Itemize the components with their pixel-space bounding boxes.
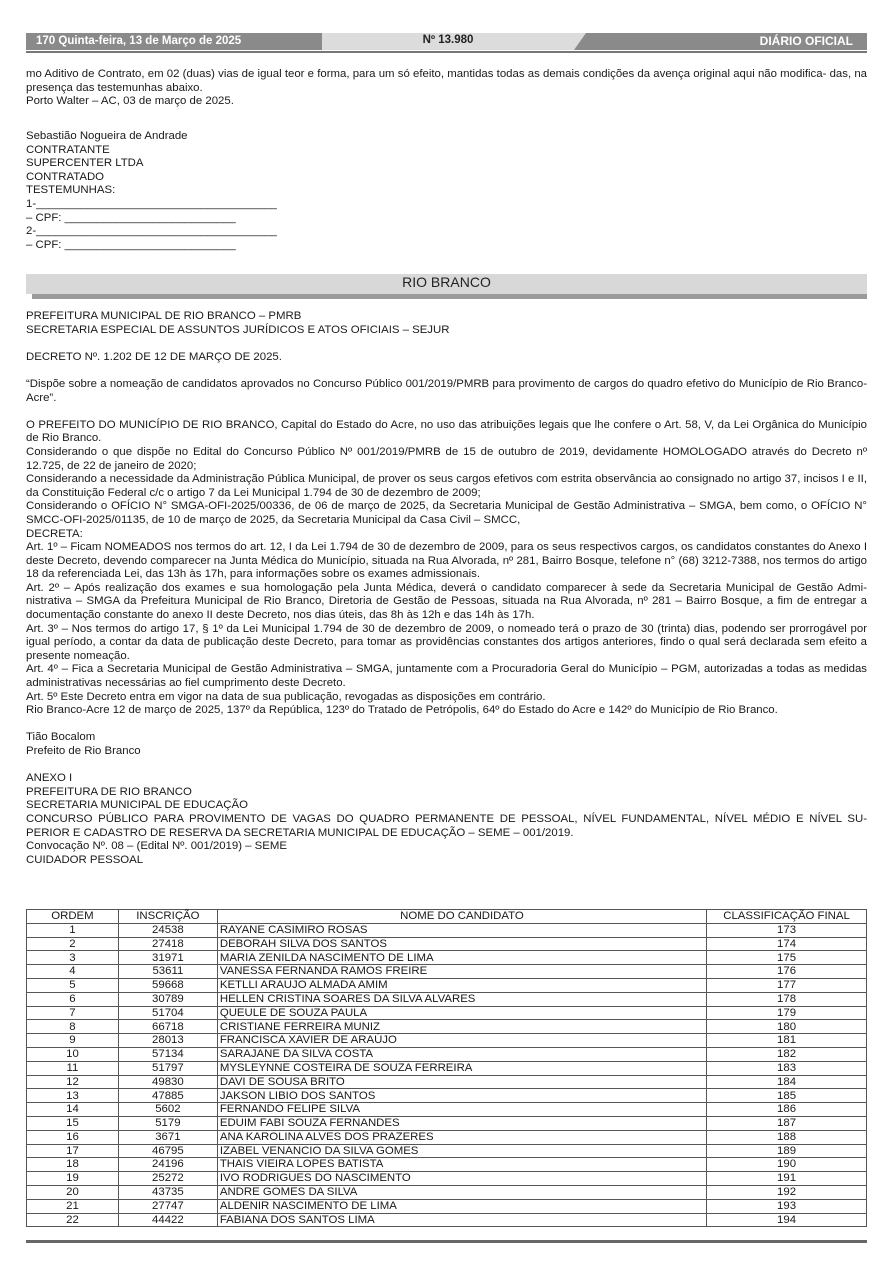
signature-line: – CPF: ___________________________ [26, 211, 236, 224]
table-row [27, 1185, 867, 1199]
header-page-date: 170 Quinta-feira, 13 de Março de 2025 [36, 35, 242, 47]
cell-registration: 3671 [118, 1130, 217, 1144]
cell-candidate-name: KETLLI ARAUJO ALMADA AMIM [217, 978, 706, 992]
table-row [27, 923, 867, 937]
cell-order: 9 [27, 1034, 119, 1048]
previous-act-paragraph: mo Aditivo de Contrato, em 02 (duas) vias de igual teor e forma, para um só efeito, mantidas todas as demais condições da avença original aqui não modifica- das, na presença das testemunhas abaixo. [26, 68, 867, 94]
cell-final-classification: 186 [707, 1103, 867, 1117]
header-middle-tab [322, 33, 574, 50]
cell-order: 13 [27, 1089, 119, 1103]
cell-final-classification: 194 [707, 1213, 867, 1227]
table-row [27, 1020, 867, 1034]
cell-final-classification: 191 [707, 1172, 867, 1186]
column-header-name: NOME DO CANDIDATO [217, 910, 706, 924]
cell-registration: 44422 [118, 1213, 217, 1227]
signature-line: CONTRATANTE [26, 143, 110, 156]
cell-candidate-name: THAIS VIEIRA LOPES BATISTA [217, 1158, 706, 1172]
cell-registration: 27747 [118, 1199, 217, 1213]
cell-order: 2 [27, 937, 119, 951]
signature-line: 1-______________________________________ [26, 197, 277, 210]
table-header-row [27, 910, 867, 924]
cell-registration: 31971 [118, 951, 217, 965]
previous-act-text [26, 68, 867, 109]
cell-order: 8 [27, 1020, 119, 1034]
decree-paragraph: Considerando o que dispõe no Edital do Concurso Público Nº 001/2019/PMRB de 15 de outubro de 2019, devidamente HOMOLOGADO através do Decreto nº 12.725, de 22 de janeiro de 2020; [26, 445, 867, 472]
signature-line: CONTRATADO [26, 170, 105, 183]
cell-registration: 25272 [118, 1172, 217, 1186]
cell-order: 5 [27, 978, 119, 992]
cell-final-classification: 193 [707, 1199, 867, 1213]
cell-candidate-name: IZABEL VENANCIO DA SILVA GOMES [217, 1144, 706, 1158]
cell-registration: 57134 [118, 1047, 217, 1061]
cell-candidate-name: QUEULE DE SOUZA PAULA [217, 1006, 706, 1020]
table-row [27, 1075, 867, 1089]
cell-registration: 53611 [118, 965, 217, 979]
annex-line: SECRETARIA MUNICIPAL DE EDUCAÇÃO [26, 799, 248, 812]
signature-line: TESTEMUNHAS: [26, 184, 116, 197]
cell-order: 22 [27, 1213, 119, 1227]
cell-final-classification: 189 [707, 1144, 867, 1158]
table-row [27, 1047, 867, 1061]
section-title: RIO BRANCO [402, 274, 491, 290]
cell-order: 6 [27, 992, 119, 1006]
signature-line: 2-______________________________________ [26, 225, 277, 238]
decree-signer-name: Tião Bocalom [26, 731, 96, 744]
cell-registration: 5602 [118, 1103, 217, 1117]
cell-final-classification: 179 [707, 1006, 867, 1020]
cell-registration: 46795 [118, 1144, 217, 1158]
cell-candidate-name: ANDRE GOMES DA SILVA [217, 1185, 706, 1199]
header-edition-number: Nº 13.980 [422, 34, 474, 46]
cell-candidate-name: EDUIM FABI SOUZA FERNANDES [217, 1116, 706, 1130]
previous-act-place-date: Porto Walter – AC, 03 de março de 2025. [26, 95, 234, 108]
decree-article: Art. 5º Este Decreto entra em vigor na data de sua publicação, revogadas as disposições em contrário. [26, 690, 546, 703]
annex-line: PREFEITURA DE RIO BRANCO [26, 785, 192, 798]
cell-candidate-name: MARIA ZENILDA NASCIMENTO DE LIMA [217, 951, 706, 965]
section-heading-shadow [32, 294, 867, 299]
cell-registration: 24196 [118, 1158, 217, 1172]
cell-registration: 27418 [118, 937, 217, 951]
cell-candidate-name: FRANCISCA XAVIER DE ARAÚJO [217, 1034, 706, 1048]
cell-registration: 59668 [118, 978, 217, 992]
cell-final-classification: 185 [707, 1089, 867, 1103]
cell-candidate-name: ALDENIR NASCIMENTO DE LIMA [217, 1199, 706, 1213]
cell-order: 20 [27, 1185, 119, 1199]
cell-final-classification: 176 [707, 965, 867, 979]
header-publication-name: DIÁRIO OFICIAL [759, 34, 853, 48]
cell-registration: 49830 [118, 1075, 217, 1089]
cell-final-classification: 183 [707, 1061, 867, 1075]
column-header-registration: INSCRIÇÃO [118, 910, 217, 924]
decree-article: Art. 1º – Ficam NOMEADOS nos termos do art. 12, I da Lei 1.794 de 30 de dezembro de 2009, para os seus respectivos cargos, os candidatos constantes do Anexo I deste Decreto, devendo comparecer na Junta Médica do Município, situada na Rua Alvorada, nº 281, Bairro Bosque, telefone n° (68) 3212-7388, nos termos do artigo 18 da referenciada Lei, das 13h às 17h, para informações sobre os exames admissionais. [26, 541, 867, 581]
decree-organization: PREFEITURA MUNICIPAL DE RIO BRANCO – PMRB [26, 310, 302, 322]
decree-number: DECRETO Nº. 1.202 DE 12 DE MARÇO DE 2025. [26, 350, 282, 363]
candidates-table [26, 909, 867, 1227]
decree-article: Art. 4º – Fica a Secretaria Municipal de Gestão Administrativa – SMGA, juntamente com a Procuradoria Geral do Município – PGM, autorizadas a todas as medidas administrativas necessárias ao fiel cumprimento deste Decreto. [26, 663, 867, 690]
section-heading-bar [26, 274, 867, 299]
table-row [27, 1158, 867, 1172]
decree-article: Art. 2º – Após realização dos exames e sua homologação pela Junta Médica, deverá o candidato comparecer à sede da Secretaria Municipal de Gestão Admi- nistrativa – SMGA da Prefeitura Municipal de Rio Branco, Diretoria de Gestão de Pessoas, situada na Rua Alvorada, nº 281 – Bairro Bosque, a fim de entregar a documentação constante do anexo II deste Decreto, nos dias úteis, das 8h às 12h e das 14h às 17h. [26, 581, 867, 622]
cell-candidate-name: FABIANA DOS SANTOS LIMA [217, 1213, 706, 1227]
cell-order: 15 [27, 1116, 119, 1130]
annex-call: Convocação Nº. 08 – (Edital Nº. 001/2019) – SEME [26, 840, 287, 853]
cell-order: 1 [27, 923, 119, 937]
cell-candidate-name: MYSLEYNNE COSTEIRA DE SOUZA FERREIRA [217, 1061, 706, 1075]
cell-order: 21 [27, 1199, 119, 1213]
cell-order: 7 [27, 1006, 119, 1020]
table-row [27, 965, 867, 979]
cell-order: 4 [27, 965, 119, 979]
signature-line: – CPF: ___________________________ [26, 238, 236, 251]
column-header-order: ORDEM [27, 910, 119, 924]
cell-registration: 66718 [118, 1020, 217, 1034]
cell-candidate-name: RAYANE CASIMIRO ROSAS [217, 923, 706, 937]
cell-registration: 28013 [118, 1034, 217, 1048]
page-header [26, 33, 867, 50]
annex-contest: CONCURSO PÚBLICO PARA PROVIMENTO DE VAGAS DO QUADRO PERMANENTE DE PESSOAL, NÍVEL FUNDAMENTAL, NÍVEL MÉDIO E NÍVEL SU- PERIOR E CADASTRO DE RESERVA DA SECRETARIA MUNICIPAL DE EDUCAÇÃO – SEME – 001/2019. [26, 812, 867, 839]
table-row [27, 1213, 867, 1227]
header-right-tab [574, 33, 867, 50]
table-row [27, 1172, 867, 1186]
cell-registration: 5179 [118, 1116, 217, 1130]
table-row [27, 992, 867, 1006]
cell-order: 14 [27, 1103, 119, 1117]
annex-role: CUIDADOR PESSOAL [26, 853, 144, 866]
column-header-classification: CLASSIFICAÇÃO FINAL [707, 910, 867, 924]
cell-final-classification: 173 [707, 923, 867, 937]
decree-paragraph: O PREFEITO DO MUNICÍPIO DE RIO BRANCO, Capital do Estado do Acre, no uso das atribuições legais que lhe confere o Art. 58, V, da Lei Orgânica do Município de Rio Branco. [26, 418, 867, 445]
table-row [27, 1089, 867, 1103]
cell-order: 3 [27, 951, 119, 965]
annex-line: ANEXO I [26, 772, 73, 785]
cell-final-classification: 182 [707, 1047, 867, 1061]
cell-candidate-name: CRISTIANE FERREIRA MUNIZ [217, 1020, 706, 1034]
signature-line: Sebastião Nogueira de Andrade [26, 130, 188, 142]
decree-article: Art. 3º – Nos termos do artigo 17, § 1º da Lei Municipal 1.794 de 30 de dezembro de 2009, o nomeado terá o prazo de 30 (trinta) dias, podendo ser prorrogável por igual período, a contar da data de publicação deste Decreto, para tomar as providências constantes dos artigos anteriores, findo o qual será declarada sem efeito a presente nomeação. [26, 622, 867, 662]
cell-order: 10 [27, 1047, 119, 1061]
header-left-tab [26, 33, 322, 50]
cell-candidate-name: DAVI DE SOUSA BRITO [217, 1075, 706, 1089]
table-row [27, 1034, 867, 1048]
cell-final-classification: 188 [707, 1130, 867, 1144]
cell-registration: 47885 [118, 1089, 217, 1103]
cell-order: 12 [27, 1075, 119, 1089]
cell-registration: 51797 [118, 1061, 217, 1075]
cell-registration: 30789 [118, 992, 217, 1006]
cell-final-classification: 180 [707, 1020, 867, 1034]
cell-registration: 24538 [118, 923, 217, 937]
cell-order: 19 [27, 1172, 119, 1186]
cell-candidate-name: SARAJANE DA SILVA COSTA [217, 1047, 706, 1061]
table-row [27, 1144, 867, 1158]
table-row [27, 1061, 867, 1075]
cell-final-classification: 178 [707, 992, 867, 1006]
cell-final-classification: 190 [707, 1158, 867, 1172]
table-row [27, 1130, 867, 1144]
table-row [27, 951, 867, 965]
cell-order: 16 [27, 1130, 119, 1144]
header-divider [26, 51, 867, 53]
decree-summary: “Dispõe sobre a nomeação de candidatos aprovados no Concurso Público 001/2019/PMRB para provimento de cargos do quadro efetivo do Município de Rio Branco-Acre”. [26, 377, 867, 404]
table-row [27, 978, 867, 992]
decree-paragraph: Considerando o OFÍCIO N° SMGA-OFI-2025/00336, de 06 de março de 2025, da Secretaria Municipal de Gestão Administrativa – SMGA, bem como, o OFÍCIO N° SMCC-OFI-2025/01135, de 10 de março de 2025, da Secretaria Municipal da Casa Civil – SMCC, [26, 500, 867, 526]
table-row [27, 1199, 867, 1213]
cell-final-classification: 192 [707, 1185, 867, 1199]
cell-order: 18 [27, 1158, 119, 1172]
cell-final-classification: 175 [707, 951, 867, 965]
table-row [27, 1103, 867, 1117]
table-row [27, 937, 867, 951]
cell-final-classification: 181 [707, 1034, 867, 1048]
cell-candidate-name: DEBORAH SILVA DOS SANTOS [217, 937, 706, 951]
cell-candidate-name: HELLEN CRISTINA SOARES DA SILVA ALVARES [217, 992, 706, 1006]
cell-final-classification: 184 [707, 1075, 867, 1089]
cell-order: 17 [27, 1144, 119, 1158]
footer-divider [26, 1240, 867, 1243]
cell-final-classification: 187 [707, 1116, 867, 1130]
decree-paragraph: Considerando a necessidade da Administração Pública Municipal, de prover os seus cargos efetivos com estrita observância ao consignado no artigo 37, incisos I e II, da Constituição Federal c/c o artigo 7 da Lei Municipal 1.794 de 30 de dezembro de 2009; [26, 473, 867, 499]
decree-paragraph: DECRETA: [26, 527, 83, 540]
table-body [27, 923, 867, 1227]
cell-order: 11 [27, 1061, 119, 1075]
cell-candidate-name: FERNANDO FELIPE SILVA [217, 1103, 706, 1117]
decree-text [26, 310, 867, 867]
cell-candidate-name: ANA KAROLINA ALVES DOS PRAZERES [217, 1130, 706, 1144]
cell-final-classification: 177 [707, 978, 867, 992]
signature-block [26, 130, 867, 252]
cell-candidate-name: IVO RODRIGUES DO NASCIMENTO [217, 1172, 706, 1186]
cell-final-classification: 174 [707, 937, 867, 951]
table-row [27, 1006, 867, 1020]
decree-signer-role: Prefeito de Rio Branco [26, 745, 141, 757]
cell-registration: 43735 [118, 1185, 217, 1199]
decree-department: SECRETARIA ESPECIAL DE ASSUNTOS JURÍDICOS E ATOS OFICIAIS – SEJUR [26, 323, 450, 336]
cell-candidate-name: JAKSON LIBIO DOS SANTOS [217, 1089, 706, 1103]
decree-place-date: Rio Branco-Acre 12 de março de 2025, 137º da República, 123º do Tratado de Petrópolis, 64º do Estado do Acre e 142º do Município de Rio Branco. [26, 704, 778, 717]
cell-registration: 51704 [118, 1006, 217, 1020]
table-row [27, 1116, 867, 1130]
section-heading-background [26, 274, 867, 294]
cell-candidate-name: VANESSA FERNANDA RAMOS FREIRE [217, 965, 706, 979]
signature-line: SUPERCENTER LTDA [26, 157, 144, 170]
